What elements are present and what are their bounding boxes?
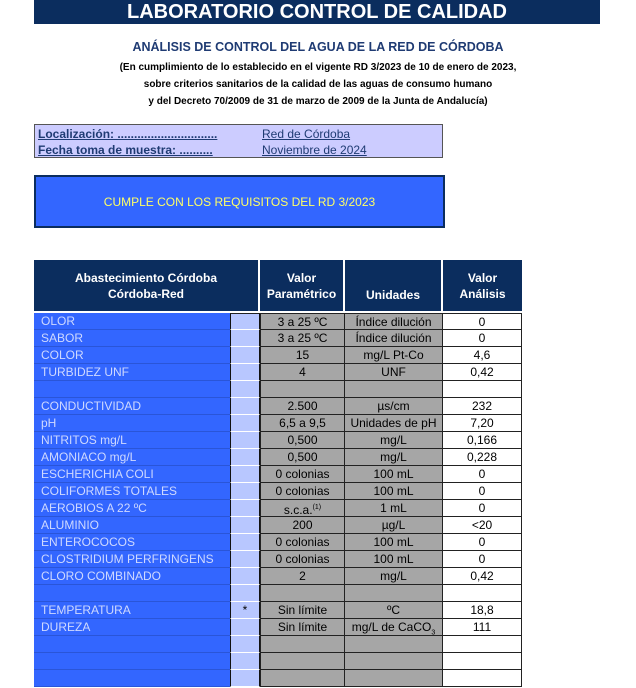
analysis-value-cell: [443, 534, 522, 551]
parameter-name-cell: [34, 466, 230, 483]
analysis-value-cell-text: 4,6: [473, 348, 491, 362]
parameter-name-cell-text: CLOSTRIDIUM PERFRINGENS: [41, 552, 214, 566]
parameter-name-cell: [34, 636, 230, 653]
parameter-name-cell-text: AEROBIOS A 22 ºC: [41, 501, 147, 515]
analysis-value-cell-text: 0: [478, 331, 486, 345]
units-cell-text: Índice dilución: [355, 331, 432, 345]
analysis-value-cell-text: 0: [478, 501, 486, 515]
note-mark-cell: [230, 602, 260, 619]
parametric-value-cell: [260, 568, 345, 585]
note-mark-cell: [230, 347, 260, 364]
parameter-name-cell-text: pH: [41, 416, 57, 430]
table-row: [34, 347, 522, 364]
parameter-name-cell-text: COLOR: [41, 348, 84, 362]
note-mark-cell: [230, 449, 260, 466]
note-mark-cell: [230, 415, 260, 432]
analysis-value-cell-text: 0: [478, 467, 486, 481]
parametric-value-cell-text: Sin límite: [277, 603, 328, 617]
header-param-line1: Valor: [286, 270, 317, 285]
analysis-value-cell-text: 0: [478, 552, 486, 566]
parameter-name-cell: [34, 330, 230, 347]
analysis-value-cell: [443, 670, 522, 687]
parameter-name-cell-text: COLIFORMES TOTALES: [41, 484, 178, 498]
header-value: [443, 260, 522, 311]
table-row: [34, 483, 522, 500]
parameter-name-cell: [34, 364, 230, 381]
analysis-value-cell: [443, 500, 522, 517]
location-label: Localización: ..............................: [38, 127, 218, 141]
analysis-value-cell: [443, 585, 522, 602]
parametric-value-cell: [260, 500, 345, 517]
units-cell-text: mg/L de CaCO: [351, 620, 432, 634]
analysis-table: [34, 260, 522, 672]
analysis-value-cell: [443, 347, 522, 364]
parametric-value-cell: [260, 636, 345, 653]
analysis-value-cell-text: 0: [478, 315, 486, 329]
units-cell: [345, 653, 443, 670]
analysis-value-cell: [443, 381, 522, 398]
note-mark-cell: [230, 330, 260, 347]
parameter-name-cell: [34, 670, 230, 687]
parameter-name-cell: [34, 568, 230, 585]
note-mark-cell: [230, 432, 260, 449]
units-cell: [345, 619, 443, 636]
parametric-value-cell-text: 200: [292, 518, 313, 532]
units-cell-text: UNF: [381, 365, 406, 379]
header-param: [260, 260, 345, 311]
parameter-name-cell: [34, 585, 230, 602]
table-row: [34, 636, 522, 653]
note-mark-cell: [230, 636, 260, 653]
note-mark-cell: [230, 517, 260, 534]
legal-note-line-1: (En cumplimiento de lo establecido en el vigente RD 3/2023 de 10 de enero de 2023,: [119, 62, 517, 73]
units-cell: [345, 636, 443, 653]
parametric-value-cell: [260, 398, 345, 415]
sample-date-label: Fecha toma de muestra: ..........: [38, 143, 213, 157]
parametric-value-cell-text: Sin límite: [277, 620, 328, 634]
parameter-name-cell: [34, 415, 230, 432]
note-mark-cell: [230, 364, 260, 381]
analysis-value-cell: [443, 568, 522, 585]
parameter-name-cell-text: NITRITOS mg/L: [41, 433, 127, 447]
parametric-value-cell-text: s.c.a.: [283, 503, 313, 517]
header-supply-line1: Abastecimiento Córdoba: [74, 270, 218, 285]
parameter-name-cell: [34, 500, 230, 517]
lab-title-banner: LABORATORIO CONTROL DE CALIDAD: [34, 0, 600, 24]
note-mark-cell: [230, 585, 260, 602]
parametric-value-cell: [260, 364, 345, 381]
units-cell: [345, 432, 443, 449]
parametric-value-cell: [260, 653, 345, 670]
header-value-line2: Análisis: [459, 286, 506, 301]
units-cell: [345, 568, 443, 585]
parameter-name-cell-text: TEMPERATURA: [41, 603, 131, 617]
header-units-label: Unidades: [365, 287, 420, 302]
parameter-name-cell-text: OLOR: [41, 314, 76, 328]
parametric-value-cell: [260, 415, 345, 432]
table-row: [34, 568, 522, 585]
table-row: [34, 449, 522, 466]
units-cell-text: mg/L: [380, 450, 407, 464]
table-row: [34, 602, 522, 619]
table-row: [34, 585, 522, 602]
units-cell: [345, 585, 443, 602]
parameter-name-cell-text: AMONIACO mg/L: [41, 450, 137, 464]
analysis-value-cell: [443, 398, 522, 415]
analysis-value-cell: [443, 602, 522, 619]
parametric-value-cell: [260, 466, 345, 483]
parameter-name-cell-text: CONDUCTIVIDAD: [41, 399, 142, 413]
parametric-value-cell: [260, 585, 345, 602]
parametric-value-cell: [260, 534, 345, 551]
header-supply-line2: Córdoba-Red: [108, 286, 184, 301]
analysis-value-cell-text: 0,42: [470, 365, 494, 379]
analysis-value-cell: [443, 330, 522, 347]
units-cell-text: 100 mL: [373, 535, 414, 549]
analysis-value-cell: [443, 313, 522, 330]
sample-info-box: [34, 124, 443, 158]
legal-note-line-3: y del Decreto 70/2009 de 31 de marzo de 2009 de la Junta de Andalucía): [148, 96, 488, 107]
header-value-line1: Valor: [467, 270, 498, 285]
table-row: [34, 517, 522, 534]
units-cell: [345, 449, 443, 466]
note-mark-cell: [230, 619, 260, 636]
units-cell: [345, 313, 443, 330]
table-row: [34, 534, 522, 551]
analysis-value-cell-text: 7,20: [470, 416, 494, 430]
table-row: [34, 432, 522, 449]
table-row: [34, 330, 522, 347]
units-cell-text: 100 mL: [373, 467, 414, 481]
parametric-value-cell-text: 2.500: [287, 399, 318, 413]
parameter-name-cell: [34, 517, 230, 534]
analysis-value-cell-text: 232: [471, 399, 493, 413]
note-mark-cell: [230, 313, 260, 330]
note-mark-cell: [230, 670, 260, 687]
analysis-value-cell: [443, 636, 522, 653]
parametric-value-cell: [260, 381, 345, 398]
units-cell-text: Índice dilución: [355, 315, 432, 329]
units-cell-text: 100 mL: [373, 484, 414, 498]
table-row: [34, 619, 522, 636]
units-cell: [345, 483, 443, 500]
note-mark-cell: [230, 398, 260, 415]
parametric-value-cell: [260, 602, 345, 619]
units-cell-text: Unidades de pH: [350, 416, 437, 430]
parametric-value-cell-text: 6,5 a 9,5: [279, 416, 326, 430]
analysis-value-cell: [443, 551, 522, 568]
units-cell-text: µg/L: [381, 518, 406, 532]
units-cell: [345, 466, 443, 483]
table-row: [34, 500, 522, 517]
table-row: [34, 381, 522, 398]
compliance-status-text: CUMPLE CON LOS REQUISITOS DEL RD 3/2023: [103, 194, 376, 209]
analysis-value-cell-text: <20: [471, 518, 493, 532]
note-mark-cell: [230, 534, 260, 551]
units-cell-text: mg/L Pt-Co: [363, 348, 424, 362]
parameter-name-cell: [34, 347, 230, 364]
parameter-name-cell: [34, 619, 230, 636]
parametric-value-cell: [260, 347, 345, 364]
parametric-value-cell-text: 15: [295, 348, 310, 362]
table-row: [34, 313, 522, 330]
parameter-name-cell: [34, 653, 230, 670]
subscript: 3: [431, 629, 436, 637]
table-row: [34, 466, 522, 483]
parameter-name-cell: [34, 551, 230, 568]
analysis-value-cell-text: 0: [478, 484, 486, 498]
note-mark-cell: [230, 483, 260, 500]
table-row: [34, 670, 522, 687]
parametric-value-cell-text: 0 colonias: [275, 467, 330, 481]
parametric-value-cell-text: 3 a 25 ºC: [277, 331, 328, 345]
units-cell-text: mg/L: [380, 433, 407, 447]
units-cell: [345, 602, 443, 619]
parametric-value-cell-text: 0,500: [287, 433, 318, 447]
parameter-name-cell-text: SABOR: [41, 331, 84, 345]
note-mark-cell: [230, 568, 260, 585]
parametric-value-cell-text: 4: [299, 365, 306, 379]
parametric-value-cell-text: 0 colonias: [275, 484, 330, 498]
units-cell-text: µs/cm: [377, 399, 410, 413]
units-cell: [345, 500, 443, 517]
analysis-value-cell-text: 0: [478, 535, 486, 549]
parametric-value-cell-text: 0 colonias: [275, 535, 330, 549]
table-row: [34, 364, 522, 381]
units-cell: [345, 517, 443, 534]
parametric-value-cell: [260, 483, 345, 500]
note-mark-cell: [230, 653, 260, 670]
parametric-value-cell: [260, 619, 345, 636]
parameter-name-cell-text: ESCHERICHIA COLI: [41, 467, 154, 481]
analysis-value-cell-text: 0,228: [466, 450, 498, 464]
parameter-name-cell-text: TURBIDEZ UNF: [41, 365, 129, 379]
parameter-name-cell: [34, 449, 230, 466]
parametric-value-cell-text: 0 colonias: [275, 552, 330, 566]
parametric-value-cell: [260, 517, 345, 534]
parameter-name-cell-text: ENTEROCOCOS: [41, 535, 136, 549]
units-cell: [345, 670, 443, 687]
table-row: [34, 653, 522, 670]
location-value[interactable]: Red de Córdoba: [262, 127, 351, 141]
analysis-value-cell-text: 0,42: [470, 569, 494, 583]
parametric-value-cell: [260, 670, 345, 687]
parametric-value-cell: [260, 551, 345, 568]
units-cell: [345, 551, 443, 568]
note-mark-cell: [230, 466, 260, 483]
table-row: [34, 415, 522, 432]
units-cell: [345, 381, 443, 398]
header-supply: [34, 260, 260, 311]
compliance-status-banner: [34, 175, 445, 228]
footnote-marker: (1): [312, 504, 322, 511]
analysis-value-cell: [443, 466, 522, 483]
note-mark-cell-text: *: [242, 603, 248, 617]
parameter-name-cell-text: CLORO COMBINADO: [41, 569, 162, 583]
units-cell: [345, 415, 443, 432]
units-cell: [345, 330, 443, 347]
parametric-value-cell-text: 3 a 25 ºC: [277, 315, 328, 329]
header-units: [345, 260, 443, 311]
parameter-name-cell: [34, 381, 230, 398]
analysis-value-cell: [443, 364, 522, 381]
parametric-value-cell: [260, 330, 345, 347]
analysis-value-cell-text: 0,166: [466, 433, 498, 447]
analysis-subtitle: ANÁLISIS DE CONTROL DEL AGUA DE LA RED DE CÓRDOBA: [132, 40, 504, 54]
units-cell: [345, 364, 443, 381]
units-cell-text: 1 mL: [380, 501, 407, 515]
analysis-value-cell: [443, 449, 522, 466]
analysis-value-cell: [443, 517, 522, 534]
units-cell-text: mg/L: [380, 569, 407, 583]
parameter-name-cell-text: DUREZA: [41, 620, 91, 634]
analysis-value-cell: [443, 483, 522, 500]
table-row: [34, 398, 522, 415]
parametric-value-cell-text: 2: [299, 569, 306, 583]
parameter-name-cell: [34, 313, 230, 330]
parametric-value-cell: [260, 432, 345, 449]
analysis-value-cell: [443, 653, 522, 670]
parameter-name-cell: [34, 483, 230, 500]
note-mark-cell: [230, 500, 260, 517]
analysis-value-cell-text: 18,8: [470, 603, 494, 617]
analysis-value-cell: [443, 432, 522, 449]
note-mark-cell: [230, 551, 260, 568]
units-cell-text: 100 mL: [373, 552, 414, 566]
parameter-name-cell: [34, 432, 230, 449]
parameter-name-cell: [34, 602, 230, 619]
units-cell-text: ºC: [386, 603, 401, 617]
parameter-name-cell: [34, 534, 230, 551]
analysis-value-cell: [443, 619, 522, 636]
units-cell: [345, 534, 443, 551]
table-row: [34, 551, 522, 568]
header-param-line2: Paramétrico: [266, 286, 337, 301]
parametric-value-cell: [260, 449, 345, 466]
parameter-name-cell-text: ALUMINIO: [41, 518, 100, 532]
sample-date-value[interactable]: Noviembre de 2024: [262, 143, 367, 157]
parameter-name-cell: [34, 398, 230, 415]
analysis-value-cell-text: 111: [472, 620, 492, 634]
analysis-value-cell: [443, 415, 522, 432]
units-cell: [345, 347, 443, 364]
legal-note-line-2: sobre criterios sanitarios de la calidad de las aguas de consumo humano: [143, 79, 493, 90]
units-cell: [345, 398, 443, 415]
parametric-value-cell-text: 0,500: [287, 450, 318, 464]
note-mark-cell: [230, 381, 260, 398]
parametric-value-cell: [260, 313, 345, 330]
